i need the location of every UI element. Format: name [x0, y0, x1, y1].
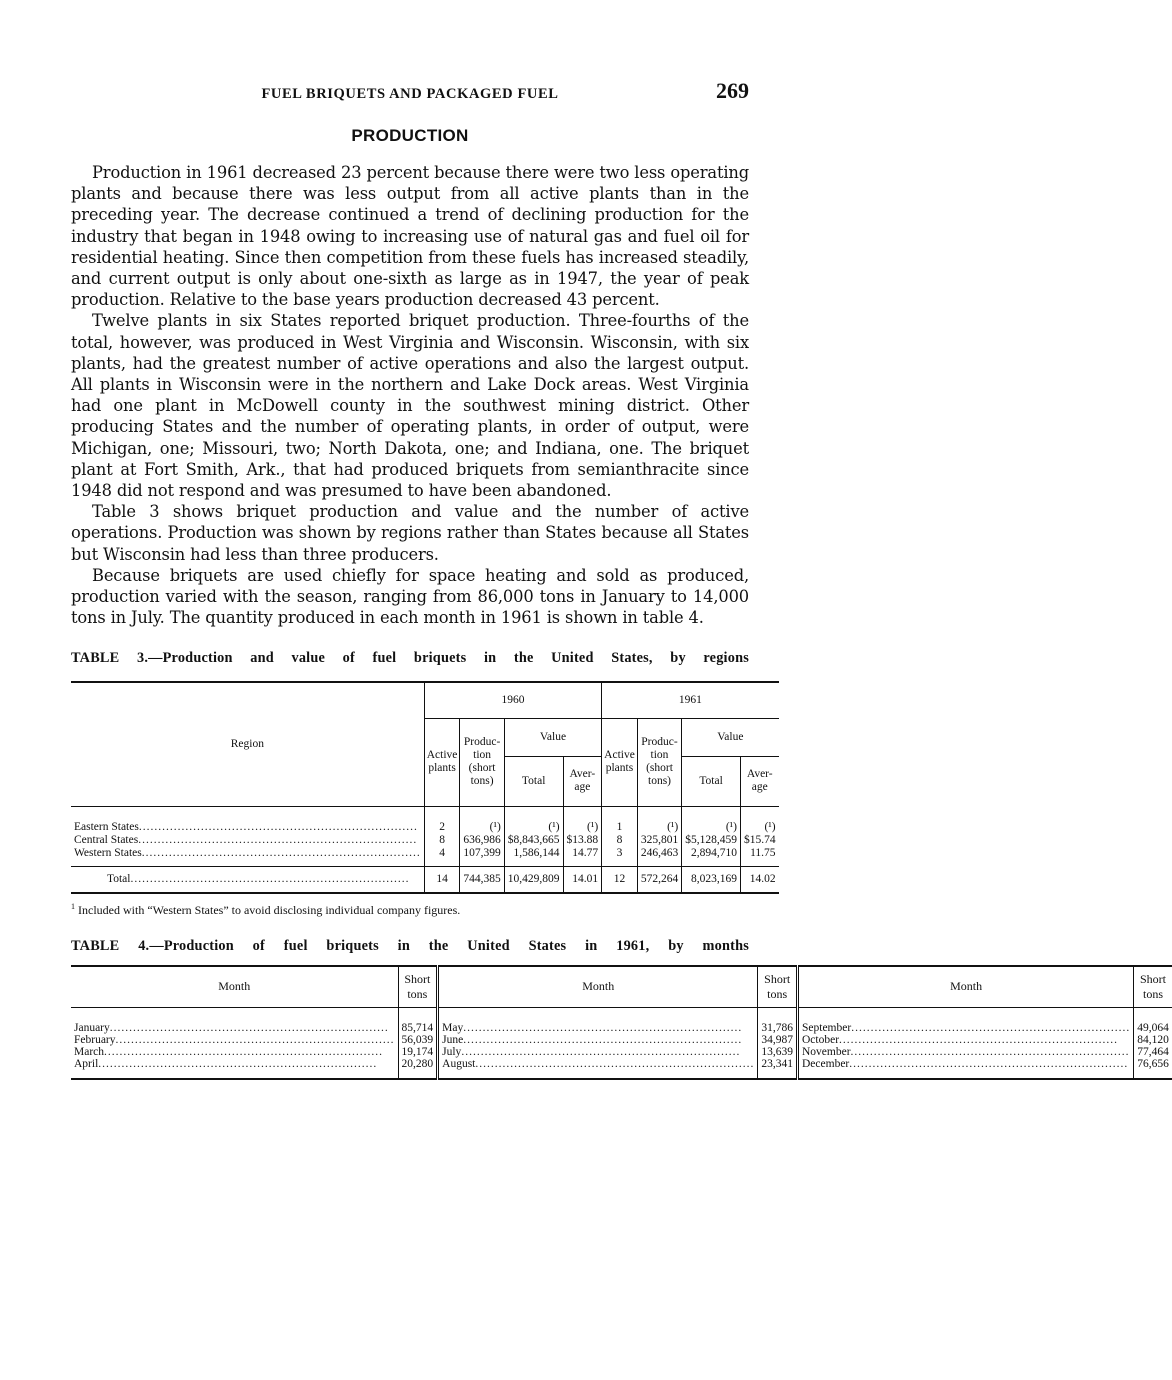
table3	[71, 681, 779, 894]
table-row	[71, 1058, 1172, 1079]
running-title: FUEL BRIQUETS AND PACKAGED FUEL	[261, 86, 559, 102]
tons-cell: 49,064	[1134, 1007, 1172, 1034]
short-tons-header: Short tons	[758, 966, 798, 1008]
cell: 14	[424, 866, 460, 893]
value-header: Value	[504, 718, 601, 756]
cell: (¹)	[504, 806, 563, 834]
paragraph: Twelve plants in six States reported briquet production. Three-fourths of the total, however, was produced in West Virginia and Wisconsin. Wisconsin, with six plants, had the greatest number of active operations and also the largest output. All plants in Wisconsin were in the northern and Lake Dock areas. West Virginia had one plant in McDowell county in the southwest mining district. Other producing States and the number of operating plants, in order of output, were Michigan, one; Missouri, two; North Dakota, one; and Indiana, one. The briquet plant at Fort Smith, Ark., that had produced briquets from semianthracite since 1948 did not respond and was presumed to have been abandoned.	[71, 311, 749, 501]
tons-cell: 20,280	[398, 1058, 438, 1079]
month-cell: March .....	[71, 1046, 398, 1058]
tons-cell: 84,120	[1134, 1034, 1172, 1046]
cell: 744,385	[460, 866, 504, 893]
cell: 107,399	[460, 847, 504, 867]
cell: 14.77	[563, 847, 602, 867]
month-header: Month	[71, 966, 398, 1008]
cell: 8	[424, 834, 460, 847]
cell: (¹)	[563, 806, 602, 834]
region-cell: Central States .....	[71, 834, 424, 847]
tons-cell: 85,714	[398, 1007, 438, 1034]
month-header: Month	[798, 966, 1134, 1008]
year-1961-header: 1961	[602, 682, 779, 718]
region-cell: Western States .....	[71, 847, 424, 867]
table-row	[71, 847, 779, 867]
active-plants-header: Active plants	[602, 718, 638, 806]
document-page	[71, 78, 1169, 1080]
cell: (¹)	[637, 806, 681, 834]
table-row	[71, 806, 779, 834]
cell: (¹)	[740, 806, 778, 834]
section-title: PRODUCTION	[351, 126, 469, 145]
production-header: Produc- tion (short tons)	[637, 718, 681, 806]
tons-cell: 56,039	[398, 1034, 438, 1046]
table3-caption: TABLE 3.—Production and value of fuel briquets in the United States, by regions	[71, 650, 749, 667]
page-number: 269	[716, 78, 749, 103]
cell: 11.75	[740, 847, 778, 867]
total-value-header: Total	[682, 756, 741, 806]
cell: 8,023,169	[682, 866, 741, 893]
paragraph: Table 3 shows briquet production and value and the number of active operations. Production was shown by regions rather than States because all States but Wisconsin had less than three producers.	[71, 502, 749, 564]
cell: 572,264	[637, 866, 681, 893]
total-value-header: Total	[504, 756, 563, 806]
cell: (¹)	[460, 806, 504, 834]
region-header: Region	[71, 682, 424, 806]
short-tons-header: Short tons	[398, 966, 438, 1008]
month-cell: October .....	[798, 1034, 1134, 1046]
region-cell: Eastern States .....	[71, 806, 424, 834]
cell: 3	[602, 847, 638, 867]
month-cell: February .....	[71, 1034, 398, 1046]
tons-cell: 31,786	[758, 1007, 798, 1034]
footnote-mark: 1	[71, 901, 75, 911]
tons-cell: 76,656	[1134, 1058, 1172, 1079]
year-1960-header: 1960	[424, 682, 601, 718]
total-label: Total .....	[71, 866, 424, 893]
cell: $15.74	[740, 834, 778, 847]
cell: 246,463	[637, 847, 681, 867]
cell: 12	[602, 866, 638, 893]
cell: 2	[424, 806, 460, 834]
table-row	[71, 1046, 1172, 1058]
production-header: Produc- tion (short tons)	[460, 718, 504, 806]
month-cell: November .....	[798, 1046, 1134, 1058]
footnote-text: Included with “Western States” to avoid disclosing individual company figures.	[78, 902, 461, 917]
body-text	[71, 162, 749, 628]
month-cell: August .....	[438, 1058, 758, 1079]
paragraph: Production in 1961 decreased 23 percent because there were two less operating plants and because there was less output from all active plants than in the preceding year. The decrease continued a trend of declining production for the industry that began in 1948 owing to increasing use of natural gas and fuel oil for residential heating. Since then competition from these fuels has increased steadily, and current output is only about one-sixth as large as in 1947, the year of peak production. Relative to the base years production decreased 43 percent.	[71, 163, 749, 310]
average-value-header: Aver- age	[740, 756, 778, 806]
paragraph: Because briquets are used chiefly for space heating and sold as produced, production varied with the season, ranging from 86,000 tons in January to 14,000 tons in July. The quantity produced in each month in 1961 is shown in table 4.	[71, 565, 749, 628]
month-cell: January .....	[71, 1007, 398, 1034]
month-cell: July .....	[438, 1046, 758, 1058]
month-header: Month	[438, 966, 758, 1008]
tons-cell: 23,341	[758, 1058, 798, 1079]
tons-cell: 77,464	[1134, 1046, 1172, 1058]
active-plants-header: Active plants	[424, 718, 460, 806]
cell: 14.01	[563, 866, 602, 893]
cell: 14.02	[740, 866, 778, 893]
cell: $13.88	[563, 834, 602, 847]
cell: 10,429,809	[504, 866, 563, 893]
table3-footnote	[71, 902, 749, 918]
short-tons-header: Short tons	[1134, 966, 1172, 1008]
cell: $8,843,665	[504, 834, 563, 847]
cell: 2,894,710	[682, 847, 741, 867]
month-cell: April .....	[71, 1058, 398, 1079]
month-cell: June .....	[438, 1034, 758, 1046]
table4	[71, 965, 1172, 1080]
average-value-header: Aver- age	[563, 756, 602, 806]
total-row	[71, 866, 779, 893]
running-head	[71, 78, 749, 112]
value-header: Value	[682, 718, 779, 756]
tons-cell: 34,987	[758, 1034, 798, 1046]
cell: 8	[602, 834, 638, 847]
cell: 1,586,144	[504, 847, 563, 867]
cell: (¹)	[682, 806, 741, 834]
month-cell: December .....	[798, 1058, 1134, 1079]
table-row	[71, 1007, 1172, 1034]
table4-caption: TABLE 4.—Production of fuel briquets in the United States in 1961, by months	[71, 937, 749, 954]
cell: 636,986	[460, 834, 504, 847]
tons-cell: 13,639	[758, 1046, 798, 1058]
table-row	[71, 834, 779, 847]
month-cell: May .....	[438, 1007, 758, 1034]
cell: 325,801	[637, 834, 681, 847]
cell: 4	[424, 847, 460, 867]
tons-cell: 19,174	[398, 1046, 438, 1058]
table-row	[71, 1034, 1172, 1046]
month-cell: September .....	[798, 1007, 1134, 1034]
cell: $5,128,459	[682, 834, 741, 847]
cell: 1	[602, 806, 638, 834]
